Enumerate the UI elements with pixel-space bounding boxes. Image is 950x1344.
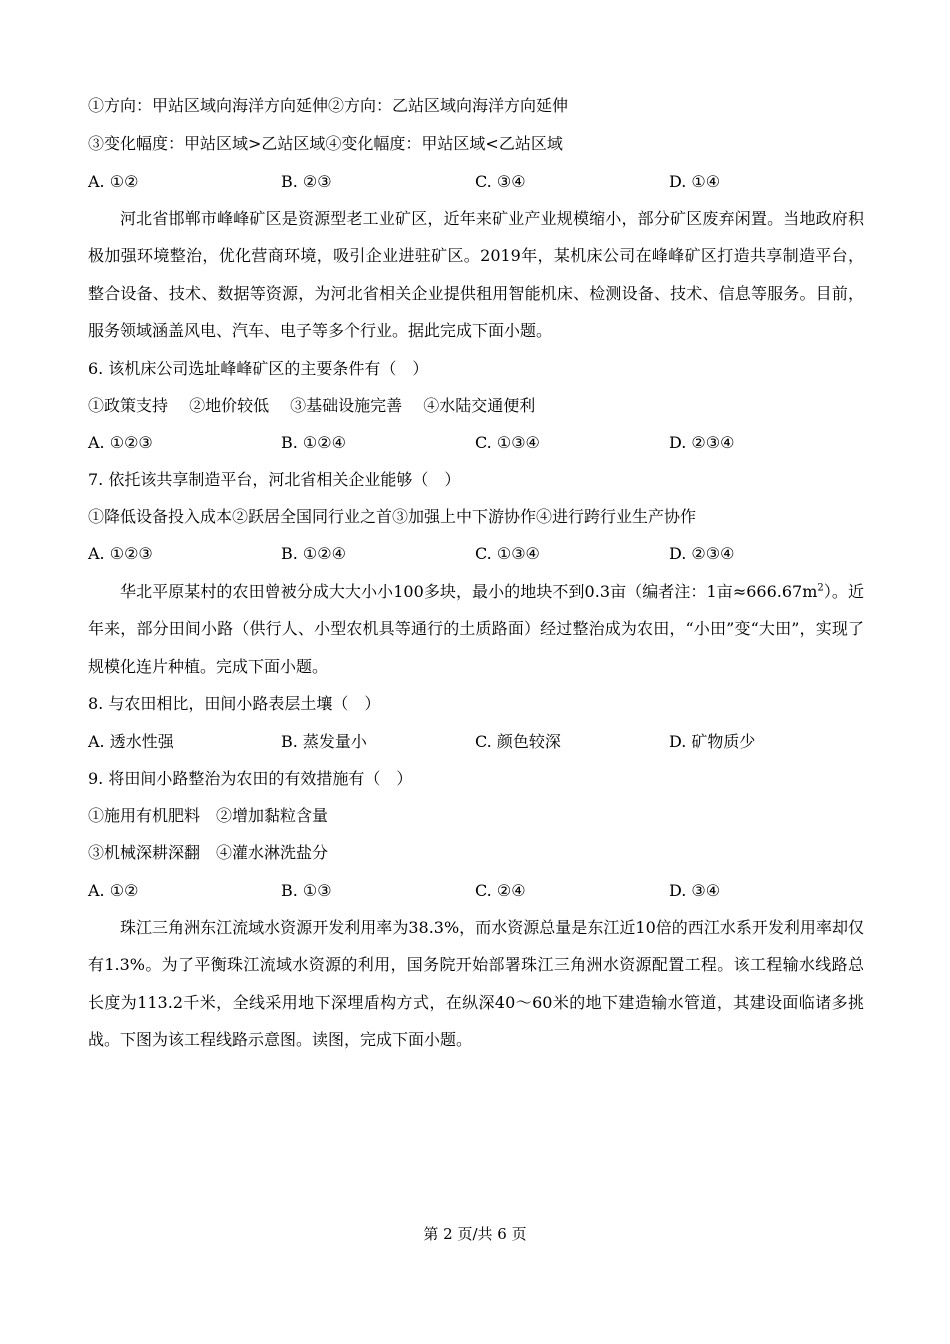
- q5-option-b: B. ②③: [281, 172, 332, 191]
- q7-option-b: B. ①②④: [281, 544, 346, 563]
- q6-option-b: B. ①②④: [281, 433, 346, 452]
- q9-stem: 9. 将田间小路整治为农田的有效措施有（ ）: [88, 769, 413, 788]
- q9-statement-1: ①施用有机肥料 ②增加黏粒含量: [88, 806, 329, 825]
- q5-option-c: C. ③④: [475, 172, 526, 191]
- q8-option-c: C. 颜色较深: [475, 732, 561, 751]
- q7-option-a: A. ①②③: [88, 544, 153, 563]
- q7-option-d: D. ②③④: [669, 544, 735, 563]
- passage-north-china-plain: 华北平原某村的农田曾被分成大大小小100多块，最小的地块不到0.3亩（编者注：1亩$\approx 666.67m^2$）。近年来，部分田间小路（供行人、小型农机具等通行的土质路面）经过整治成为农田，“小田”变“大田”，实现了规模化连片种植。完成下面小题。: [88, 582, 864, 676]
- q5-statement-1: ①方向：甲站区域向海洋方向延伸②方向：乙站区域向海洋方向延伸: [88, 96, 569, 115]
- area-exponent: 2: [817, 582, 824, 594]
- q9-option-b: B. ①③: [281, 881, 332, 900]
- q5-statement-2: ③变化幅度：甲站区域>乙站区域④变化幅度：甲站区域<乙站区域: [88, 134, 563, 153]
- q9-option-a: A. ①②: [88, 881, 139, 900]
- q6-option-a: A. ①②③: [88, 433, 153, 452]
- q8-option-b: B. 蒸发量小: [281, 732, 367, 751]
- q7-stem: 7. 依托该共享制造平台，河北省相关企业能够（ ）: [88, 470, 461, 489]
- q8-stem: 8. 与农田相比，田间小路表层土壤（ ）: [88, 694, 381, 713]
- q9-statement-2: ③机械深耕深翻 ④灌水淋洗盐分: [88, 843, 329, 862]
- q9-option-d: D. ③④: [669, 881, 721, 900]
- q7-statement: ①降低设备投入成本②跃居全国同行业之首③加强上中下游协作④进行跨行业生产协作: [88, 507, 697, 526]
- q6-option-d: D. ②③④: [669, 433, 735, 452]
- page-number: 第 2 页/共 6 页: [423, 1225, 527, 1243]
- q9-option-c: C. ②④: [475, 881, 526, 900]
- q6-option-c: C. ①③④: [475, 433, 540, 452]
- q6-statement: ①政策支持 ②地价较低 ③基础设施完善 ④水陆交通便利: [88, 396, 536, 415]
- q8-option-d: D. 矿物质少: [669, 732, 756, 751]
- q7-option-c: C. ①③④: [475, 544, 540, 563]
- q5-option-a: A. ①②: [88, 172, 139, 191]
- q8-option-a: A. 透水性强: [88, 732, 174, 751]
- q6-stem: 6. 该机床公司选址峰峰矿区的主要条件有（ ）: [88, 359, 429, 378]
- q5-option-d: D. ①④: [669, 172, 721, 191]
- passage-fengfeng: 河北省邯郸市峰峰矿区是资源型老工业矿区，近年来矿业产业规模缩小，部分矿区废弃闲置。当地政府积极加强环境整治，优化营商环境，吸引企业进驻矿区。2019年，某机床公司在峰峰矿区打造共享制造平台，整合设备、技术、数据等资源，为河北省相关企业提供租用智能机床、检测设备、技术、信息等服务。目前，服务领域涵盖风电、汽车、电子等多个行业。据此完成下面小题。: [88, 209, 864, 340]
- passage-pearl-river-delta: 珠江三角洲东江流域水资源开发利用率为38.3%，而水资源总量是东江近10倍的西江水系开发利用率却仅有1.3%。为了平衡珠江流域水资源的利用，国务院开始部署珠江三角洲水资源配置工程。该工程输水线路总长度为113.2千米，全线采用地下深埋盾构方式，在纵深40～60米的地下建造输水管道，其建设面临诸多挑战。下图为该工程线路示意图。读图，完成下面小题。: [88, 918, 864, 1049]
